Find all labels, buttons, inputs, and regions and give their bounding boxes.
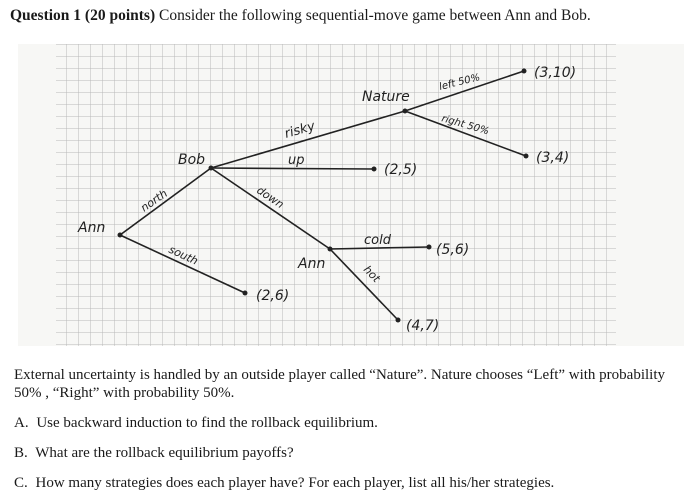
terminal-left — [522, 69, 527, 74]
question-a-label: A. — [14, 415, 29, 431]
branch-up — [211, 168, 374, 169]
move-down-label: down — [254, 183, 287, 212]
question-c-text: How many strategies does each player have? For each player, list all his/her strategies. — [35, 475, 555, 491]
nature-description: External uncertainty is handled by an outside player called “Nature”. Nature chooses “Left” with probability 50% , “Right” with probability 50%. — [14, 367, 666, 401]
question-a — [14, 414, 690, 432]
question-c — [14, 474, 690, 492]
node-nature — [403, 109, 408, 114]
terminal-south — [243, 291, 248, 296]
question-a-text: Use backward induction to find the rollback equilibrium. — [36, 415, 378, 431]
move-hot-label: hot — [360, 263, 383, 286]
move-north-label: north — [138, 186, 170, 215]
question-c-label: C. — [14, 475, 28, 491]
terminal-hot — [396, 318, 401, 323]
player-ann-label: Ann — [78, 220, 106, 236]
payoff-hot: (4,7) — [406, 318, 440, 334]
move-right-label: right 50% — [440, 113, 491, 138]
question-header — [10, 6, 690, 25]
player-nature-label: Nature — [362, 89, 410, 105]
player-ann2-label: Ann — [298, 256, 326, 272]
payoff-up: (2,5) — [384, 162, 418, 178]
payoff-right: (3,4) — [536, 150, 570, 166]
question-b — [14, 444, 690, 462]
question-b-text: What are the rollback equilibrium payoffs? — [35, 445, 294, 461]
move-up-label: up — [288, 153, 305, 168]
terminal-up — [372, 167, 377, 172]
payoff-cold: (5,6) — [436, 242, 470, 258]
question-text: Consider the following sequential-move game between Ann and Bob. — [159, 7, 591, 24]
move-cold-label: cold — [364, 233, 391, 248]
graph-grid — [56, 44, 616, 346]
question-title: Question 1 (20 points) — [10, 7, 156, 24]
node-ann2 — [328, 247, 333, 252]
move-risky-label: risky — [282, 118, 317, 142]
move-south-label: south — [166, 242, 201, 268]
game-tree-figure — [18, 44, 684, 346]
payoff-left: (3,10) — [534, 65, 577, 81]
terminal-right — [524, 154, 529, 159]
game-tree-photo — [18, 44, 684, 346]
player-bob-label: Bob — [178, 152, 206, 168]
terminal-cold — [427, 245, 432, 250]
node-ann — [118, 233, 123, 238]
question-b-label: B. — [14, 445, 28, 461]
move-left-label: left 50% — [438, 72, 482, 93]
node-bob — [209, 166, 214, 171]
payoff-south: (2,6) — [256, 288, 290, 304]
